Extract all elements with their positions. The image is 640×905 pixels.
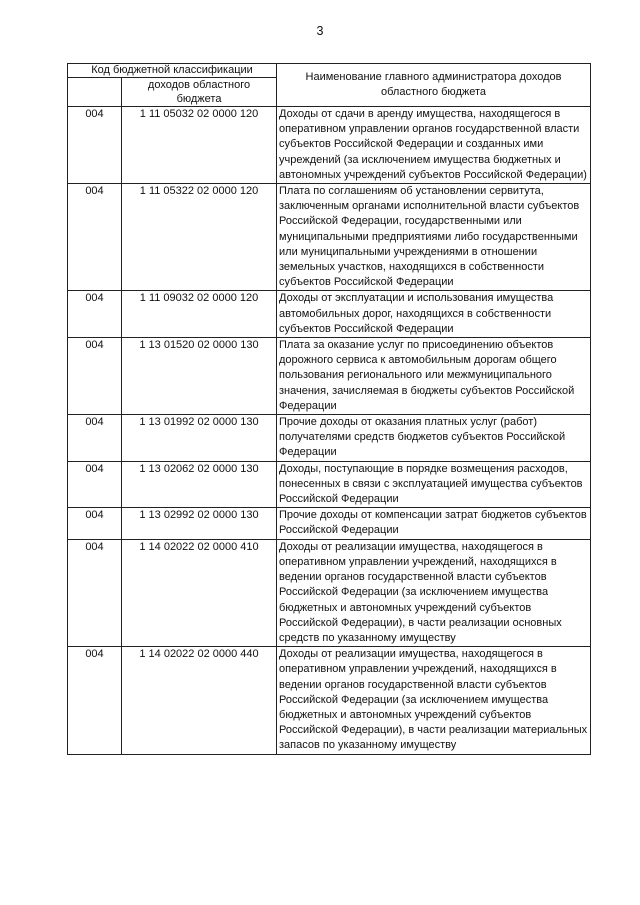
table-row <box>68 184 591 291</box>
revenue-code-cell: 1 14 02022 02 0000 440 <box>122 647 277 754</box>
table-header-row <box>68 64 591 78</box>
revenue-code-cell: 1 11 05322 02 0000 120 <box>122 184 277 291</box>
revenue-code-cell: 1 14 02022 02 0000 410 <box>122 539 277 646</box>
revenue-name-cell: Плата за оказание услуг по присоединению объектов дорожного сервиса к автомобильным дорогам общего пользования регионального или межмуниципального значения, зачисляемая в бюджеты субъектов Российской Федерации <box>277 338 591 415</box>
table-row <box>68 508 591 539</box>
revenue-code-cell: 1 13 02992 02 0000 130 <box>122 508 277 539</box>
table-row <box>68 461 591 508</box>
table-row <box>68 107 591 184</box>
revenue-name-cell: Доходы от реализации имущества, находящегося в оперативном управлении учреждений, находящихся в ведении органов государственной власти субъектов Российской Федерации (за исключением имущества бюджетных и автономных учреждений субъектов Российской Федерации), в части реализации основных средств по указанному имуществу <box>277 539 591 646</box>
revenue-name-cell: Плата по соглашениям об установлении сервитута, заключенным органами исполнительной власти субъектов Российской Федерации, государственными или муниципальными предприятиями либо государственными или муниципальными учреждениями в отношении земельных участков, находящихся в собственности субъектов Российской Федерации <box>277 184 591 291</box>
admin-code-cell: 004 <box>68 338 122 415</box>
admin-code-header-blank <box>68 78 122 107</box>
table-row <box>68 647 591 754</box>
page-number: 3 <box>316 24 324 38</box>
table-row <box>68 338 591 415</box>
revenue-name-cell: Доходы от сдачи в аренду имущества, находящегося в оперативном управлении органов государственной власти субъектов Российской Федерации и созданных ими учреждений (за исключением имущества бюджетных и автономных учреждений субъектов Российской Федерации) <box>277 107 591 184</box>
admin-code-cell: 004 <box>68 415 122 462</box>
revenue-code-cell: 1 11 05032 02 0000 120 <box>122 107 277 184</box>
revenue-name-cell: Доходы от эксплуатации и использования имущества автомобильных дорог, находящихся в собственности субъектов Российской Федерации <box>277 291 591 338</box>
administrator-name-header: Наименование главного администратора доходов областного бюджета <box>277 64 591 107</box>
admin-code-cell: 004 <box>68 291 122 338</box>
admin-code-cell: 004 <box>68 647 122 754</box>
revenue-name-cell: Доходы от реализации имущества, находящегося в оперативном управлении учреждений, находящихся в ведении органов государственной власти субъектов Российской Федерации (за исключением имущества бюджетных и автономных учреждений субъектов Российской Федерации), в части реализации материальных запасов по указанному имуществу <box>277 647 591 754</box>
admin-code-cell: 004 <box>68 508 122 539</box>
admin-code-cell: 004 <box>68 184 122 291</box>
revenue-code-cell: 1 13 01992 02 0000 130 <box>122 415 277 462</box>
admin-code-cell: 004 <box>68 461 122 508</box>
revenue-code-cell: 1 11 09032 02 0000 120 <box>122 291 277 338</box>
table-row <box>68 415 591 462</box>
revenue-name-cell: Доходы, поступающие в порядке возмещения расходов, понесенных в связи с эксплуатацией имущества субъектов Российской Федерации <box>277 461 591 508</box>
budget-classification-header: Код бюджетной классификации <box>68 64 277 78</box>
table-row <box>68 539 591 646</box>
revenue-code-header: доходов областного бюджета <box>122 78 277 107</box>
revenue-code-cell: 1 13 01520 02 0000 130 <box>122 338 277 415</box>
revenue-name-cell: Прочие доходы от оказания платных услуг (работ) получателями средств бюджетов субъектов Российской Федерации <box>277 415 591 462</box>
revenue-code-cell: 1 13 02062 02 0000 130 <box>122 461 277 508</box>
table-row <box>68 291 591 338</box>
admin-code-cell: 004 <box>68 107 122 184</box>
admin-code-cell: 004 <box>68 539 122 646</box>
budget-classification-table <box>67 63 591 755</box>
revenue-name-cell: Прочие доходы от компенсации затрат бюджетов субъектов Российской Федерации <box>277 508 591 539</box>
